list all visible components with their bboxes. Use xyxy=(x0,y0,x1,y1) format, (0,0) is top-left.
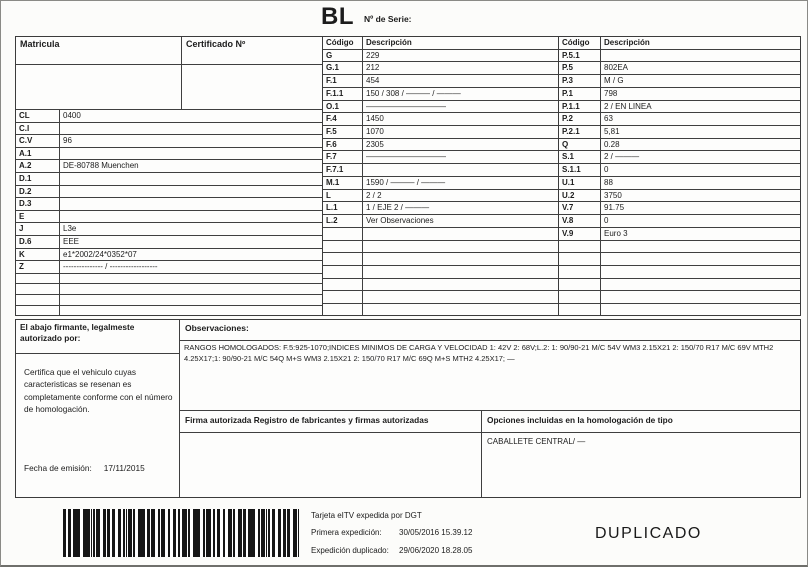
field-value xyxy=(601,253,800,265)
field-code: V.8 xyxy=(559,215,601,227)
plate-header-row xyxy=(16,37,322,65)
table-row xyxy=(559,101,800,114)
empty-table-row xyxy=(16,274,322,285)
field-value: 802EA xyxy=(604,63,629,73)
field-value xyxy=(60,198,322,210)
field-value: Ver Observaciones xyxy=(366,216,434,226)
table-row xyxy=(323,139,558,152)
table-row xyxy=(16,261,322,274)
table-row xyxy=(559,202,800,215)
field-code xyxy=(323,304,363,316)
table-row xyxy=(16,211,322,224)
field-value xyxy=(60,284,322,294)
table-row xyxy=(323,164,558,177)
field-value: 0.28 xyxy=(604,139,620,149)
field-value xyxy=(60,123,322,135)
field-value xyxy=(363,228,558,240)
field-value xyxy=(363,164,558,176)
empty-table-row xyxy=(323,291,558,304)
field-value: 2305 xyxy=(366,139,384,149)
field-value: DE-80788 Muenchen xyxy=(63,161,139,171)
field-code: M.1 xyxy=(323,177,363,189)
field-code xyxy=(16,274,60,284)
table-row xyxy=(16,249,322,262)
table-row xyxy=(323,113,558,126)
field-value: 798 xyxy=(604,88,618,98)
authorized-signature-cell xyxy=(180,411,482,497)
field-value xyxy=(60,274,322,284)
empty-table-row xyxy=(559,304,800,316)
field-value: 91.75 xyxy=(604,203,625,213)
field-code: V.7 xyxy=(559,202,601,214)
field-value: --------------- / ------------------ xyxy=(63,262,158,272)
field-value: 5,81 xyxy=(604,127,620,137)
field-code: D.1 xyxy=(16,173,60,185)
table-row xyxy=(323,62,558,75)
field-value: 454 xyxy=(366,76,380,86)
field-code: O.1 xyxy=(323,101,363,113)
matricula-value-cell xyxy=(16,65,182,109)
empty-table-row xyxy=(16,284,322,295)
empty-table-row xyxy=(559,291,800,304)
field-code xyxy=(323,279,363,291)
field-value: 0400 xyxy=(63,111,81,120)
field-value: 229 xyxy=(366,50,380,60)
first-issue-timestamp: 30/05/2016 15.39.12 xyxy=(399,528,473,538)
field-code xyxy=(323,228,363,240)
field-code: J xyxy=(16,223,60,235)
empty-table-row xyxy=(323,279,558,292)
table-row xyxy=(16,186,322,199)
field-code: U.2 xyxy=(559,190,601,202)
field-value: 0 xyxy=(604,216,609,226)
field-value xyxy=(60,148,322,160)
field-value: EEE xyxy=(63,236,80,246)
table-row xyxy=(323,126,558,139)
field-value xyxy=(60,295,322,305)
issuer-line xyxy=(311,512,472,521)
field-code: L.2 xyxy=(323,215,363,227)
field-value: 2 / ——— xyxy=(604,152,640,162)
empty-table-row xyxy=(323,304,558,316)
field-code: A.2 xyxy=(16,160,60,172)
first-issue-label: Primera expedición: xyxy=(311,528,382,538)
field-code: F.4 xyxy=(323,113,363,125)
table-row xyxy=(16,148,322,161)
empty-table-row xyxy=(16,295,322,306)
codigo-header: Código xyxy=(559,37,601,49)
table-row xyxy=(559,139,800,152)
field-code: C.I xyxy=(16,123,60,135)
table-row xyxy=(559,113,800,126)
field-code: F.7 xyxy=(323,151,363,163)
field-code xyxy=(559,253,601,265)
table-row xyxy=(16,198,322,211)
table-row xyxy=(559,164,800,177)
descripcion-header: Descripción xyxy=(604,38,650,47)
table-row xyxy=(323,88,558,101)
empty-table-row xyxy=(323,266,558,279)
table-row xyxy=(323,177,558,190)
table-row xyxy=(323,75,558,88)
signer-header: El abajo firmante, legalmeste autorizado por: xyxy=(16,320,179,354)
empty-table-row xyxy=(559,279,800,292)
authorized-signature-label: Firma autorizada Registro de fabricantes y firmas autorizadas xyxy=(180,411,481,433)
signer-declaration-panel xyxy=(16,320,180,497)
field-value xyxy=(60,186,322,198)
certificado-label: Certificado Nº xyxy=(186,39,246,49)
empty-table-row xyxy=(559,266,800,279)
field-value: 1070 xyxy=(366,127,384,137)
empty-table-row xyxy=(559,241,800,254)
table-row xyxy=(323,202,558,215)
field-code: F.5 xyxy=(323,126,363,138)
field-value xyxy=(363,241,558,253)
field-value: —————————— xyxy=(366,152,446,162)
field-value: L3e xyxy=(63,224,77,234)
table-row xyxy=(323,190,558,203)
field-code: U.1 xyxy=(559,177,601,189)
field-value xyxy=(601,266,800,278)
field-value: 3750 xyxy=(604,190,622,200)
field-code: S.1 xyxy=(559,151,601,163)
field-code: F.1 xyxy=(323,75,363,87)
field-code xyxy=(16,306,60,317)
table-row xyxy=(16,110,322,123)
field-code: G xyxy=(323,50,363,62)
document-title-row xyxy=(321,5,412,29)
field-code: P.2 xyxy=(559,113,601,125)
vehicle-data-table-middle xyxy=(323,36,559,316)
table-row xyxy=(559,215,800,228)
field-code xyxy=(559,241,601,253)
duplicate-issue-label: Expedición duplicado: xyxy=(311,545,389,555)
field-value xyxy=(601,241,800,253)
first-issue-line xyxy=(311,529,472,538)
field-code: D.2 xyxy=(16,186,60,198)
table-row xyxy=(559,177,800,190)
field-code: L.1 xyxy=(323,202,363,214)
field-code: D.3 xyxy=(16,198,60,210)
field-code: L xyxy=(323,190,363,202)
empty-table-row xyxy=(16,306,322,317)
field-code xyxy=(323,241,363,253)
field-code: Z xyxy=(16,261,60,273)
issuance-info-block xyxy=(311,512,472,564)
declaration-observations-box xyxy=(15,319,801,498)
serial-number-label: Nº de Serie: xyxy=(364,14,412,24)
empty-table-row xyxy=(323,253,558,266)
homologation-options-label: Opciones incluidas en la homologación de tipo xyxy=(482,411,800,433)
field-value xyxy=(363,304,558,316)
field-value: 1590 / ——— / ——— xyxy=(366,177,446,187)
field-code xyxy=(559,304,601,316)
barcode xyxy=(63,509,299,557)
field-value xyxy=(60,306,322,317)
observations-label: Observaciones: xyxy=(180,320,800,341)
table-header-row xyxy=(559,37,800,50)
field-code: P.3 xyxy=(559,75,601,87)
duplicado-stamp: DUPLICADO xyxy=(595,525,702,542)
certification-text: Certifica que el vehiculo cuyas caracteristicas se resenan es completamente conforme con el número de homologación. xyxy=(24,367,173,415)
table-row xyxy=(16,123,322,136)
table-row xyxy=(16,173,322,186)
field-code xyxy=(323,291,363,303)
field-value: M / G xyxy=(604,76,624,86)
field-code xyxy=(16,284,60,294)
field-code: P.5.1 xyxy=(559,50,601,62)
table-row xyxy=(16,135,322,148)
field-value xyxy=(363,279,558,291)
field-code: V.9 xyxy=(559,228,601,240)
field-code xyxy=(559,291,601,303)
field-code xyxy=(323,253,363,265)
document-type-code: BL xyxy=(321,3,354,30)
empty-table-row xyxy=(323,241,558,254)
field-code: D.6 xyxy=(16,236,60,248)
field-value xyxy=(363,266,558,278)
field-value: 212 xyxy=(366,63,380,73)
empty-table-row xyxy=(323,228,558,241)
field-value xyxy=(60,211,322,223)
table-row xyxy=(323,50,558,63)
field-code xyxy=(559,266,601,278)
table-row xyxy=(559,190,800,203)
field-value xyxy=(363,291,558,303)
table-row xyxy=(323,101,558,114)
authorized-signature-area xyxy=(180,433,481,497)
field-code: P.2.1 xyxy=(559,126,601,138)
duplicate-issue-timestamp: 29/06/2020 18.28.05 xyxy=(399,545,473,555)
certificado-value-cell xyxy=(182,65,322,109)
table-row xyxy=(559,88,800,101)
field-value xyxy=(601,291,800,303)
field-value: 0 xyxy=(604,165,609,175)
field-code: E xyxy=(16,211,60,223)
codigo-header: Código xyxy=(323,37,363,49)
field-value: 63 xyxy=(604,114,613,124)
table-row xyxy=(559,228,800,241)
vehicle-data-table-right xyxy=(559,36,801,316)
field-value: 2 / 2 xyxy=(366,190,382,200)
issuer-text: Tarjeta eITV expedida por DGT xyxy=(311,511,422,520)
issue-date-row xyxy=(24,463,145,473)
homologation-options-value: CABALLETE CENTRAL/ — xyxy=(487,437,586,446)
field-code xyxy=(323,266,363,278)
field-code xyxy=(16,295,60,305)
field-value: 150 / 308 / ——— / ——— xyxy=(366,88,461,98)
field-value xyxy=(601,50,800,62)
vehicle-data-table-left xyxy=(15,36,323,316)
plate-empty-row xyxy=(16,65,322,110)
field-code: CL xyxy=(16,110,60,122)
field-code: F.7.1 xyxy=(323,164,363,176)
table-row xyxy=(559,75,800,88)
empty-table-row xyxy=(559,253,800,266)
field-code: P.1.1 xyxy=(559,101,601,113)
field-code: P.5 xyxy=(559,62,601,74)
field-code: F.1.1 xyxy=(323,88,363,100)
table-row xyxy=(16,160,322,173)
field-code: S.1.1 xyxy=(559,164,601,176)
field-value xyxy=(601,304,800,316)
field-code xyxy=(559,279,601,291)
issue-date-label: Fecha de emisión: xyxy=(24,463,92,473)
field-value: e1*2002/24*0352*07 xyxy=(63,249,137,259)
signature-options-band xyxy=(180,410,800,497)
field-value xyxy=(60,173,322,185)
homologation-options-cell xyxy=(482,411,800,497)
field-value: —————————— xyxy=(366,101,446,111)
field-value: 1 / EJE 2 / ——— xyxy=(366,203,430,213)
matricula-label: Matricula xyxy=(16,37,182,64)
field-value xyxy=(601,279,800,291)
field-value: 1450 xyxy=(366,114,384,124)
table-row xyxy=(559,50,800,63)
field-value: 88 xyxy=(604,177,613,187)
table-row xyxy=(16,236,322,249)
table-row xyxy=(559,126,800,139)
duplicate-issue-line xyxy=(311,547,472,556)
table-row xyxy=(16,223,322,236)
field-code: P.1 xyxy=(559,88,601,100)
field-code: Q xyxy=(559,139,601,151)
field-value: 96 xyxy=(63,136,72,146)
table-row xyxy=(559,62,800,75)
field-code: K xyxy=(16,249,60,261)
observations-panel xyxy=(180,320,800,497)
field-value: Euro 3 xyxy=(604,228,628,238)
descripcion-header: Descripción xyxy=(366,38,412,47)
table-row xyxy=(323,151,558,164)
field-code: G.1 xyxy=(323,62,363,74)
table-row xyxy=(323,215,558,228)
observations-text: RANGOS HOMOLOGADOS: F.5:925-1070;INDICES MINIMOS DE CARGA Y VELOCIDAD 1: 42V 2: 68V;L.2: 1: 90/90-21 M/C 54V WM3 2.15X21 2: 150/70 R17 M/C 69V MTH2 4.25X17;1: 90/90-21 M/C 54Q M+S WM3 2.15X21 2: 150/70 R17 M/C 69Q M+S MTH2 4.25X17; — xyxy=(184,343,774,363)
field-value xyxy=(363,253,558,265)
field-code: C.V xyxy=(16,135,60,147)
table-header-row xyxy=(323,37,558,50)
field-value: 2 / EN LINEA xyxy=(604,101,652,111)
table-row xyxy=(559,151,800,164)
field-code: A.1 xyxy=(16,148,60,160)
issue-date-value: 17/11/2015 xyxy=(103,463,145,473)
field-code: F.6 xyxy=(323,139,363,151)
